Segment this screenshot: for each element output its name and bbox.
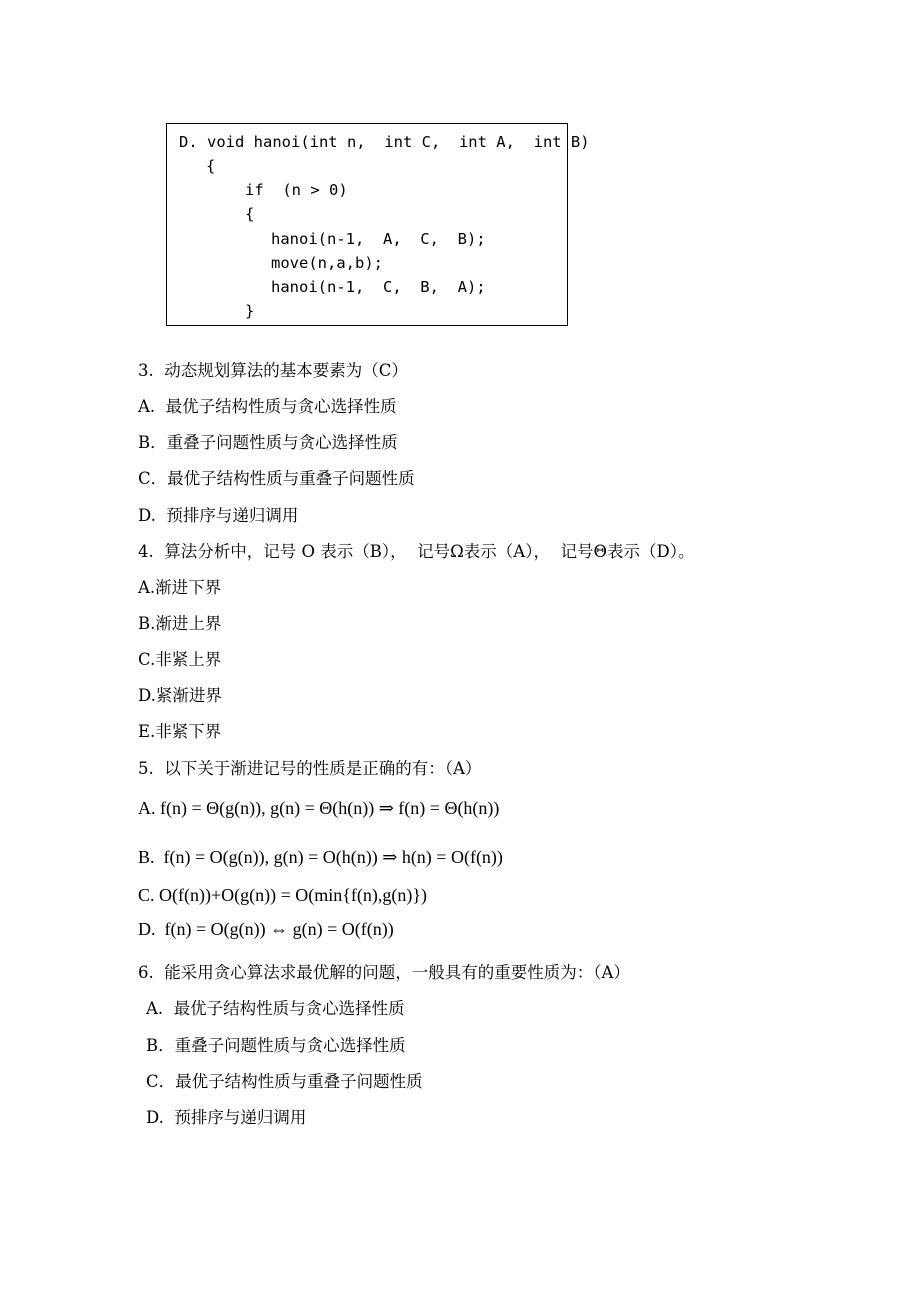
q3-option-c: C．最优子结构性质与重叠子问题性质 (138, 469, 415, 488)
q5-option-a: A. f(n) = Θ(g(n)), g(n) = Θ(h(n)) ⇒ f(n) = Θ(h(n)) (138, 798, 500, 818)
q6-option-b: B．重叠子问题性质与贪心选择性质 (146, 1036, 406, 1055)
code-line: hanoi(n-1, C, B, A); (271, 278, 486, 296)
code-line: if (n > 0) (245, 181, 348, 199)
q4-option-b: B.渐进上界 (138, 614, 222, 633)
code-line: } (245, 302, 255, 320)
q5-option-c: C. O(f(n))+O(g(n)) = O(min{f(n),g(n)}) (138, 885, 427, 905)
code-line: D. void hanoi(int n, int C, int A, int B) (179, 133, 590, 151)
q4-option-a: A.渐进下界 (138, 578, 222, 597)
code-line: { (206, 157, 216, 175)
q5-option-d: D. f(n) = O(g(n)) ⇔ g(n) = O(f(n)) (138, 919, 394, 939)
q6-option-d: D. 预排序与递归调用 (146, 1108, 307, 1127)
q3-option-b: B．重叠子问题性质与贪心选择性质 (138, 433, 398, 452)
question-5: 5. 以下关于渐进记号的性质是正确的有：（A） (138, 759, 482, 778)
q3-option-a: A. 最优子结构性质与贪心选择性质 (138, 397, 397, 416)
question-4: 4. 算法分析中，记号 O 表示（B）， 记号Ω表示（A）， 记号Θ表示（D）。 (138, 542, 695, 561)
code-line: move(n,a,b); (271, 254, 383, 272)
code-line: hanoi(n-1, A, C, B); (271, 230, 486, 248)
q5-option-b: B. f(n) = O(g(n)), g(n) = O(h(n)) ⇒ h(n) = O(f(n)) (138, 847, 503, 867)
q4-option-c: C.非紧上界 (138, 650, 222, 669)
q4-option-e: E.非紧下界 (138, 722, 222, 741)
q3-option-d: D. 预排序与递归调用 (138, 506, 299, 525)
question-3: 3. 动态规划算法的基本要素为（C） (138, 361, 408, 380)
question-6: 6. 能采用贪心算法求最优解的问题，一般具有的重要性质为：（A） (138, 963, 630, 982)
q4-option-d: D.紧渐进界 (138, 686, 222, 705)
q6-option-a: A. 最优子结构性质与贪心选择性质 (146, 999, 405, 1018)
code-line: { (245, 205, 255, 223)
q6-option-c: C．最优子结构性质与重叠子问题性质 (146, 1072, 423, 1091)
